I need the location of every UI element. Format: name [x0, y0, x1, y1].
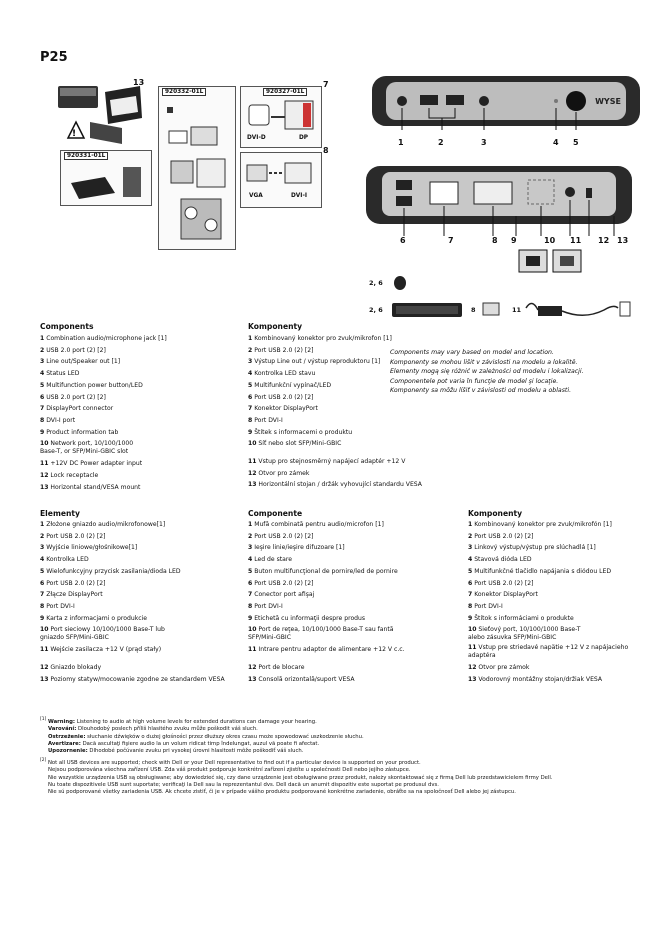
front-callout-2: 2: [438, 138, 444, 147]
list-item: 7 Konektor DisplayPort: [248, 405, 318, 413]
device-front-illustration: [372, 68, 642, 138]
list-item: 8 Port DVI-I: [468, 602, 503, 610]
list-item: 13 Horizontální stojan / držák vyhovující standardu VESA: [248, 481, 422, 489]
adapter-icon: [482, 301, 500, 317]
list-item: 4 Led de stare: [248, 556, 293, 564]
kit-920327-left-label: DVI-D: [247, 135, 266, 141]
front-callout-5: 5: [573, 138, 579, 147]
kit-920327-right-label: DP: [299, 135, 309, 141]
list-item: 5 Buton multifuncţional de pornire/led de pornire: [248, 567, 398, 575]
footnote-line: Nie wszystkie urządzenia USB są obsługiwane; aby dowiedzieć się, czy dane urządzenie jest obsługiwane przez produkt, należy skontaktować się z firmą Dell lub przedstawicielem firmy Dell.: [48, 774, 553, 781]
footnote-1: [40, 716, 640, 756]
list-item: 3 Line out/Speaker out [1]: [40, 358, 121, 366]
footnote-line: [2] Not all USB devices are supported; check with Dell or your Dell representative to find out if a particular device is supported on your product.: [40, 758, 421, 766]
list-item: 5 Multifunction power button/LED: [40, 381, 143, 389]
list-item: 4 Kontrolka LED stavu: [248, 370, 316, 378]
accessory-label-adapter: 8: [471, 306, 476, 314]
list-item: 8 Port DVI-I: [248, 602, 283, 610]
accessory-label-power: 11: [512, 306, 522, 314]
footnote-line: Ostrzeżenie: słuchanie dźwięków o dużej głośności przez dłuższy okres czasu może spowodować uszkodzenie słuchu.: [48, 733, 364, 740]
rear-callout-7: 7: [448, 236, 454, 245]
list-item: 8 Port DVI-I: [248, 416, 283, 424]
list-item: 5 Multifunkční vypínač/LED: [248, 381, 332, 389]
kit-callout-13: 13: [133, 78, 145, 87]
footnote-line: Nu toate dispozitivele USB sunt suportate; verificaţi la Dell sau la reprezentantul dvs. Dell dacă un anumit dispozitiv este suportat pe produsul dvs.: [48, 781, 439, 788]
footnote-line: Avertizare: Dacă ascultaţi fişiere audio la un volum ridicat timp îndelungat, auzul vă poate fi afectat.: [48, 740, 320, 747]
dvi-adapter-assembly-illustration: [161, 101, 233, 247]
list-item: 7 Conector port afişaj: [248, 591, 315, 599]
list-item: 8 DVI-I port: [40, 416, 76, 424]
components-heading-en: Components: [40, 322, 94, 331]
list-item: 8 Port DVI-I: [40, 602, 75, 610]
kit-920327-panel: [240, 86, 322, 148]
list-item: 13 Vodorovný montážny stojan/držiak VESA: [468, 676, 603, 684]
list-item: 13 Poziomy statyw/mocowanie zgodne ze standardem VESA: [40, 675, 225, 683]
kit-920331-panel: [60, 150, 152, 206]
list-item: 10 Port sieciowy 10/100/1000 Base-T lub gniazdo SFP/Mini-GBIC: [40, 626, 165, 642]
list-item: 2 Port USB 2.0 (2) [2]: [248, 532, 314, 540]
list-item: 12 Port de blocare: [248, 664, 305, 672]
list-item: 11 Vstup pro stejnosměrný napájecí adaptér +12 V: [248, 458, 406, 466]
vga-dvi-adapter-illustration: [245, 157, 319, 191]
list-item: 3 Ieşire linie/ieşire difuzoare [1]: [248, 544, 345, 552]
accessory-label-keyboard: 2, 6: [369, 306, 383, 314]
footnote-line: Upozornenie: Dlhodobé počúvanie zvuku pri vysokej úrovni hlasitosti môže poškodiť váš sluch.: [48, 748, 304, 755]
footnote-line: Nejsou podporována všechna zařízení USB. Zda váš produkt podporuje konkrétní zařízení zjistíte u společnosti Dell nebo jejího zástupce.: [48, 767, 411, 774]
list-item: 5 Wielofunkcyjny przycisk zasilania/dioda LED: [40, 567, 181, 575]
rear-callout-13: 13: [617, 236, 629, 245]
keyboard-icon: [392, 301, 462, 319]
device-rear-illustration: [366, 160, 636, 240]
list-item: 6 Port USB 2.0 (2) [2]: [40, 579, 106, 587]
components-list-sk: [468, 519, 636, 686]
front-callout-3: 3: [481, 138, 487, 147]
list-item: 13 Consolă orizontală/suport VESA: [248, 675, 355, 683]
list-item: 3 Linkový výstup/výstup pre slúchadlá [1]: [468, 544, 596, 552]
list-item: 7 Złącze DisplayPort: [40, 591, 103, 599]
vesa-kit-illustration: [50, 78, 150, 150]
power-adapter-icon: [524, 294, 632, 322]
rear-callout-9: 9: [511, 236, 517, 245]
list-item: 1 Kombinovaný konektor pro zvuk/mikrofon [1]: [248, 335, 392, 342]
list-item: 9 Štítek s informacemi o produktu: [248, 428, 353, 436]
list-item: 12 Otvor pro zámek: [248, 469, 310, 477]
list-item: 1 Kombinovaný konektor pre zvuk/mikrofón [1]: [468, 521, 612, 528]
footnote-line: Nie sú podporované všetky zariadenia USB. Ak chcete zistiť, či je v prípade vášho produktu podporované konkrétne zariadenie, obráťte sa na spoločnosť Dell alebo jej zástupcu.: [48, 789, 516, 796]
list-item: 1 Combination audio/microphone jack [1]: [40, 335, 167, 342]
list-item: 10 Sieťový port, 10/100/1000 Base-T alebo zásuvka SFP/Mini-GBIC: [468, 626, 581, 642]
page-title: P25: [40, 50, 68, 65]
footnote-mark: [2]: [40, 758, 47, 763]
components-list-pl: [40, 519, 240, 685]
list-item: 6 Port USB 2.0 (2) [2]: [248, 579, 314, 587]
list-item: 12 Otvor pre zámok: [468, 664, 530, 672]
list-item: 4 Kontrolka LED: [40, 556, 89, 564]
accessory-label-mouse: 2, 6: [369, 279, 383, 287]
list-item: 3 Wyjście liniowe/głośnikowe[1]: [40, 544, 138, 552]
rear-callout-12: 12: [598, 236, 610, 245]
kit-diagrams: [50, 78, 340, 318]
list-item: 6 USB 2.0 port (2) [2]: [40, 393, 106, 401]
kit-920327-label: 920327-01L: [263, 88, 307, 96]
components-list-ro: [248, 519, 458, 685]
components-heading-sk: Komponenty: [468, 509, 523, 518]
list-item: 12 Lock receptacle: [40, 472, 99, 480]
rear-callout-11: 11: [570, 236, 582, 245]
kit-vga-left-label: VGA: [249, 193, 263, 199]
footnote-2: [40, 757, 640, 797]
list-item: 13 Horizontal stand/VESA mount: [40, 483, 141, 491]
list-item: 9 Product information tab: [40, 428, 119, 436]
list-item: 9 Štítok s informáciami o produkte: [468, 614, 574, 622]
rear-callout-6: 6: [400, 236, 406, 245]
list-item: 7 Konektor DisplayPort: [468, 591, 538, 599]
list-item: 1 Złożone gniazdo audio/mikrofonowe[1]: [40, 521, 166, 528]
list-item: 5 Multifunkčné tlačidlo napájania s diódou LED: [468, 567, 612, 575]
rear-callout-8: 8: [492, 236, 498, 245]
kit-vga-right-label: DVI-I: [291, 193, 308, 199]
kit-920332-panel: [158, 86, 236, 250]
stand-kit-illustration: [65, 163, 149, 203]
list-item: 10 Port de reţea, 10/100/1000 Base-T sau fantă SFP/Mini-GBIC: [248, 626, 394, 642]
list-item: 2 Port USB 2.0 (2) [2]: [248, 346, 314, 354]
list-item: 11 Intrare pentru adaptor de alimentare +12 V c.c.: [248, 646, 405, 654]
network-options-illustration: [518, 248, 582, 274]
mouse-icon: [392, 273, 408, 291]
kit-callout-7: 7: [323, 80, 329, 89]
front-callout-4: 4: [553, 138, 559, 147]
list-item: 11 +12V DC Power adapter input: [40, 460, 143, 468]
list-item: 7 DisplayPort connector: [40, 405, 114, 413]
kit-callout-8: 8: [323, 146, 329, 155]
list-item: 2 Port USB 2.0 (2) [2]: [40, 532, 106, 540]
list-item: 11 Vstup pre striedavé napätie +12 V z napájacieho adaptéra: [468, 644, 629, 660]
list-item: 2 Port USB 2.0 (2) [2]: [468, 532, 534, 540]
list-item: 11 Wejście zasilacza +12 V (prąd stały): [40, 646, 162, 654]
front-callout-1: 1: [398, 138, 404, 147]
list-item: 12 Gniazdo blokady: [40, 664, 102, 672]
components-list-en: [40, 333, 240, 493]
list-item: 3 Výstup Line out / výstup reproduktoru [1]: [248, 358, 381, 366]
kit-vga-panel: [240, 152, 322, 208]
kit-920332-label: 920332-01L: [162, 88, 206, 96]
components-heading-ro: Componente: [248, 509, 303, 518]
svg-text:!: !: [71, 129, 77, 139]
list-item: 9 Karta z informacjami o produkcie: [40, 614, 148, 622]
list-item: 6 Port USB 2.0 (2) [2]: [248, 393, 314, 401]
variation-note: Components may vary based on model and location. Komponenty se mohou lišit v závislosti na modelu a lokalitě. Elementy mogą się różnić w zależności od modelu i lokalizacji. Componentele pot varia în funcţie de model şi locaţie. Komponenty sa môžu líšiť v závislosti od modelu a oblasti.: [390, 349, 584, 395]
dvi-dp-adapter-illustration: [245, 99, 319, 133]
components-heading-pl: Elementy: [40, 509, 80, 518]
footnote-line: Varování: Dlouhodobý poslech příliš hlasitého zvuku může poškodit váš sluch.: [48, 726, 258, 733]
footnote-mark: [1]: [40, 717, 47, 722]
list-item: 1 Mufă combinată pentru audio/microfon [1]: [248, 521, 384, 528]
list-item: 4 Status LED: [40, 370, 80, 378]
list-item: 10 Síť nebo slot SFP/Mini-GBIC: [248, 440, 342, 448]
list-item: 10 Network port, 10/100/1000 Base-T, or SFP/Mini-GBIC slot: [40, 440, 134, 456]
list-item: 9 Etichetă cu informaţii despre produs: [248, 614, 366, 622]
rear-callout-10: 10: [544, 236, 556, 245]
list-item: 6 Port USB 2.0 (2) [2]: [468, 579, 534, 587]
kit-920331-label: 920331-01L: [64, 152, 108, 160]
components-heading-cz: Komponenty: [248, 322, 303, 331]
list-item: 2 USB 2.0 port (2) [2]: [40, 346, 106, 354]
footnote-line: [1] Warning: Listening to audio at high volume levels for extended durations can damage your hearing.: [40, 717, 317, 725]
brand-logo: WYSE: [595, 97, 621, 106]
list-item: 4 Stavová dióda LED: [468, 556, 532, 564]
